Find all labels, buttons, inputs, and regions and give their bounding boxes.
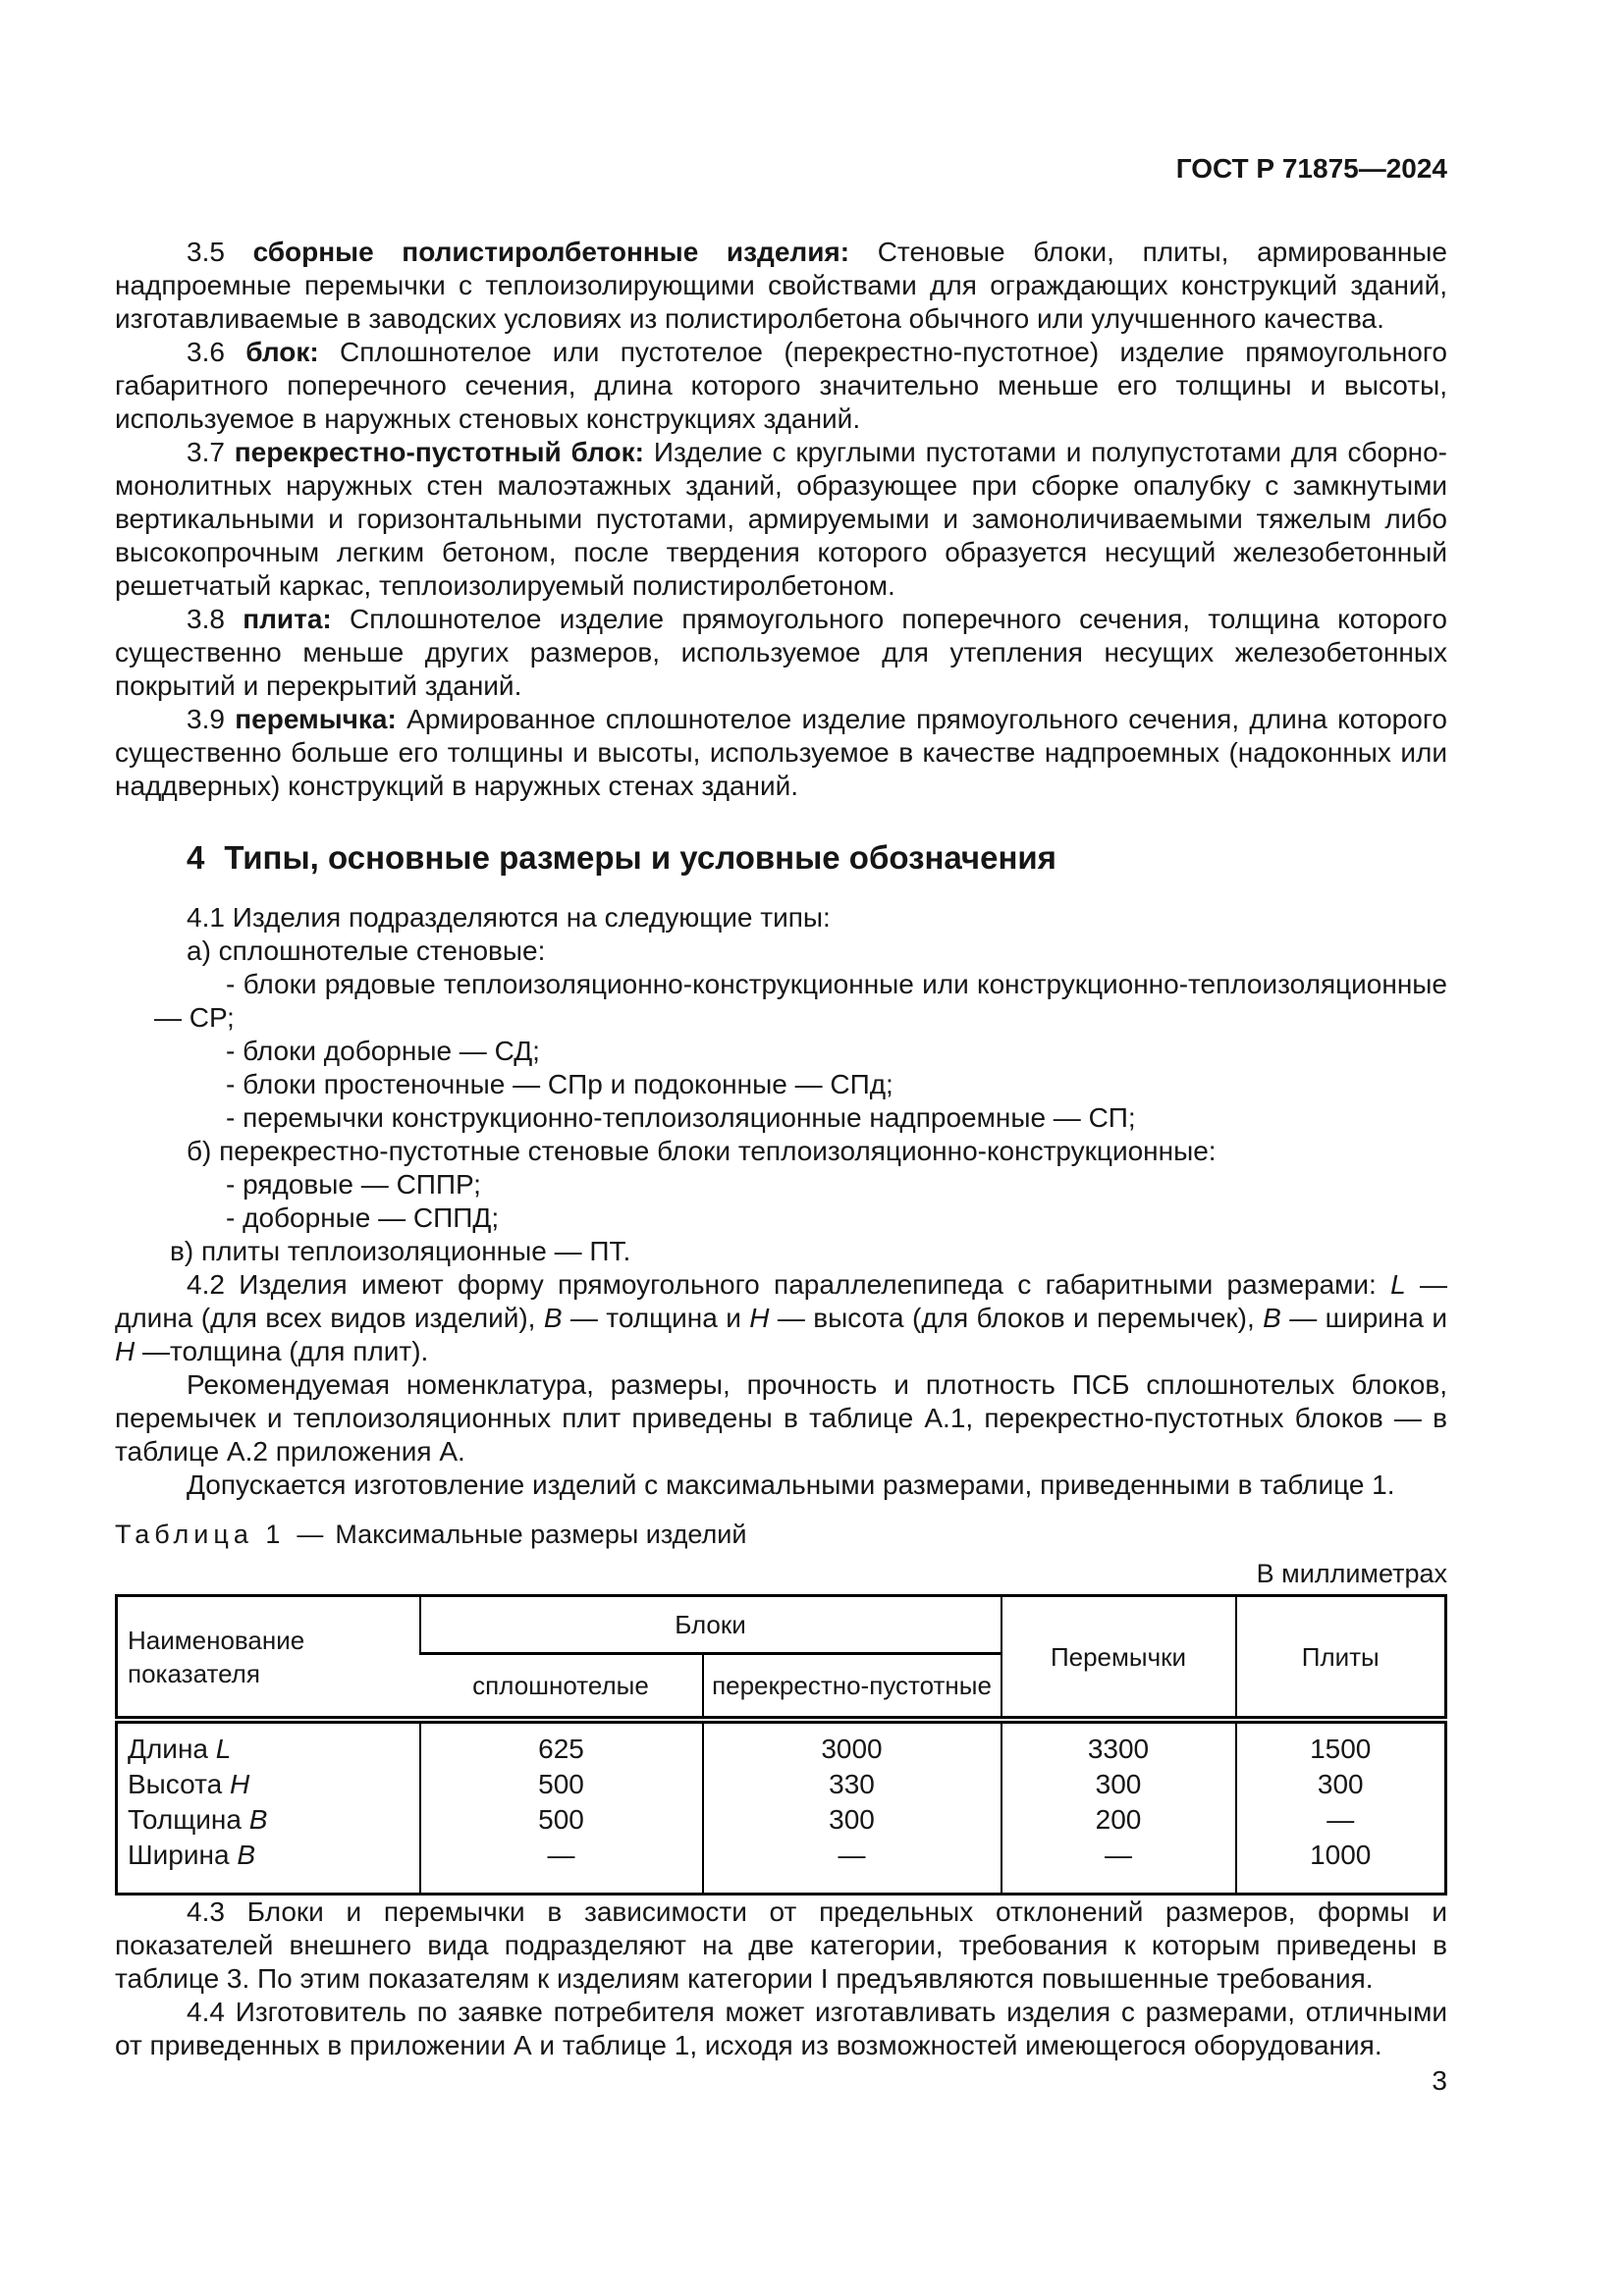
table-1-caption-dash: — <box>297 1520 324 1549</box>
doc-code-header: ГОСТ Р 71875—2024 <box>1175 153 1447 184</box>
table-row-width <box>117 1838 1446 1895</box>
table-header-row-1 <box>117 1596 1446 1654</box>
clause-4-2-nomenclature: Рекомендуемая номенклатура, размеры, прочность и плотность ПСБ сплошнотелых блоков, перемычек и теплоизоляционных плит приведены в таблице А.1, перекрестно-пустотных блоков — в таблице А.2 приложения А. <box>115 1369 1447 1467</box>
clause-4-3: 4.3 Блоки и перемычки в зависимости от предельных отклонений размеров, формы и показателей внешнего вида подразделяют на две категории, требования к которым приведены в таблице 3. По этим показателям к изделиям категории I предъявляются повышенные требования. <box>115 1896 1447 1994</box>
table-1-units-note: В миллиметрах <box>1256 1559 1447 1588</box>
table-subheader-solid: сплошнотелые <box>472 1671 649 1700</box>
cell-value: 1500 <box>1236 1720 1446 1767</box>
cell-value: — <box>420 1838 703 1895</box>
row-label: Высота Н <box>128 1769 250 1799</box>
list-item-dash-6: - доборные — СППД; <box>226 1202 500 1233</box>
section-4-title: Типы, основные размеры и условные обозначения <box>224 839 1056 876</box>
section-4-number: 4 <box>187 839 205 876</box>
cell-value: — <box>1001 1838 1236 1895</box>
list-item-a: а) сплошнотелые стеновые: <box>187 935 546 966</box>
cell-value: — <box>703 1838 1001 1895</box>
cell-value: 300 <box>703 1802 1001 1838</box>
table-1-caption-text: Максимальные размеры изделий <box>335 1520 747 1549</box>
clause-3-7: 3.7 перекрестно-пустотный блок: Изделие с круглыми пустотами и полупустотами для сборно-монолитных наружных стен малоэтажных зданий, образующее при сборке опалубку с замкнутыми вертикальными и горизонтальными пустотами, армируемыми и замоноличиваемыми тяжелым либо высокопрочным легким бетоном, после твердения которого образуется несущий железобетонный решетчатый каркас, теплоизолируемый полистиролбетоном. <box>115 437 1447 601</box>
list-item-b: б) перекрестно-пустотные стеновые блоки теплоизоляционно-конструкционные: <box>187 1136 1217 1166</box>
cell-value: 3000 <box>703 1720 1001 1767</box>
clause-3-6: 3.6 блок: Сплошнотелое или пустотелое (перекрестно-пустотное) изделие прямоугольного габаритного поперечного сечения, длина которого значительно меньше его толщины и высоты, используемое в наружных стеновых конструкциях зданий. <box>115 337 1447 434</box>
cell-value: 200 <box>1001 1802 1236 1838</box>
clause-3-5: 3.5 сборные полистиролбетонные изделия: Стеновые блоки, плиты, армированные надпроемные перемычки с теплоизолирующими свойствами для ограждающих конструкций зданий, изготавливаемые в заводских условиях из полистиролбетона обычного или улучшенного качества. <box>115 237 1448 334</box>
page-number: 3 <box>1432 2065 1447 2096</box>
cell-value: 3300 <box>1001 1720 1236 1767</box>
clause-3-8: 3.8 плита: Сплошнотелое изделие прямоугольного поперечного сечения, толщина которого существенно меньше других размеров, используемое для утепления несущих железобетонных покрытий и перекрытий зданий. <box>115 604 1448 701</box>
cell-value: 300 <box>1236 1767 1446 1802</box>
table-row-thickness <box>117 1802 1446 1838</box>
table-header-indicator-name: Наименование показателя <box>128 1625 305 1688</box>
table-1-caption-label: Таблица 1 <box>115 1520 286 1549</box>
list-item-dash-4: - перемычки конструкционно-теплоизоляционные надпроемные — СП; <box>226 1102 1136 1133</box>
cell-value: 625 <box>420 1720 703 1767</box>
row-label: Длина L <box>128 1734 232 1764</box>
clause-4-1: 4.1 Изделия подразделяются на следующие типы: <box>187 902 831 933</box>
clause-3-9: 3.9 перемычка: Армированное сплошнотелое изделие прямоугольного сечения, длина которого существенно больше его толщины и высоты, используемое в качестве надпроемных (надоконных или наддверных) конструкций в наружных стенах зданий. <box>115 704 1447 801</box>
table-row-length <box>117 1720 1446 1767</box>
list-item-dash-1: - блоки рядовые теплоизоляционно-конструкционные или конструкционно-теплоизоляционные — СР; <box>154 969 1447 1033</box>
clause-4-4: 4.4 Изготовитель по заявке потребителя может изготавливать изделия с размерами, отличными от приведенных в приложении А и таблице 1, исходя из возможностей имеющегося оборудования. <box>115 1997 1447 2060</box>
list-item-dash-3: - блоки простеночные — СПр и подоконные — СПд; <box>226 1069 893 1099</box>
clause-4-2: 4.2 Изделия имеют форму прямоугольного параллелепипеда с габаритными размерами: L — длина (для всех видов изделий), В — толщина и Н — высота (для блоков и перемычек), В — ширина и Н —толщина (для плит). <box>115 1269 1447 1366</box>
cell-value: 1000 <box>1236 1838 1446 1895</box>
row-label: Толщина В <box>128 1804 268 1835</box>
row-label: Ширина В <box>128 1840 256 1870</box>
cell-value: 330 <box>703 1767 1001 1802</box>
section-4-heading <box>115 838 1447 878</box>
table-subheader-cross-hollow: перекрестно-пустотные <box>703 1654 1001 1721</box>
cell-value: 500 <box>420 1802 703 1838</box>
table-row-height <box>117 1767 1446 1802</box>
cell-value: 300 <box>1001 1767 1236 1802</box>
table-1-caption <box>115 1518 1447 1551</box>
table-header-slabs: Плиты <box>1236 1596 1446 1721</box>
table-header-lintels: Перемычки <box>1001 1596 1236 1721</box>
list-item-dash-2: - блоки доборные — СД; <box>226 1036 540 1066</box>
cell-value: 500 <box>420 1767 703 1802</box>
list-item-dash-5: - рядовые — СППР; <box>226 1169 481 1200</box>
cell-value: — <box>1236 1802 1446 1838</box>
table-header-blocks: Блоки <box>420 1596 1001 1654</box>
clause-4-2-allowance: Допускается изготовление изделий с максимальными размерами, приведенными в таблице 1. <box>187 1469 1395 1500</box>
list-item-v: в) плиты теплоизоляционные — ПТ. <box>170 1236 631 1266</box>
table-1-max-sizes <box>115 1594 1447 1896</box>
page-content <box>115 152 1447 2098</box>
